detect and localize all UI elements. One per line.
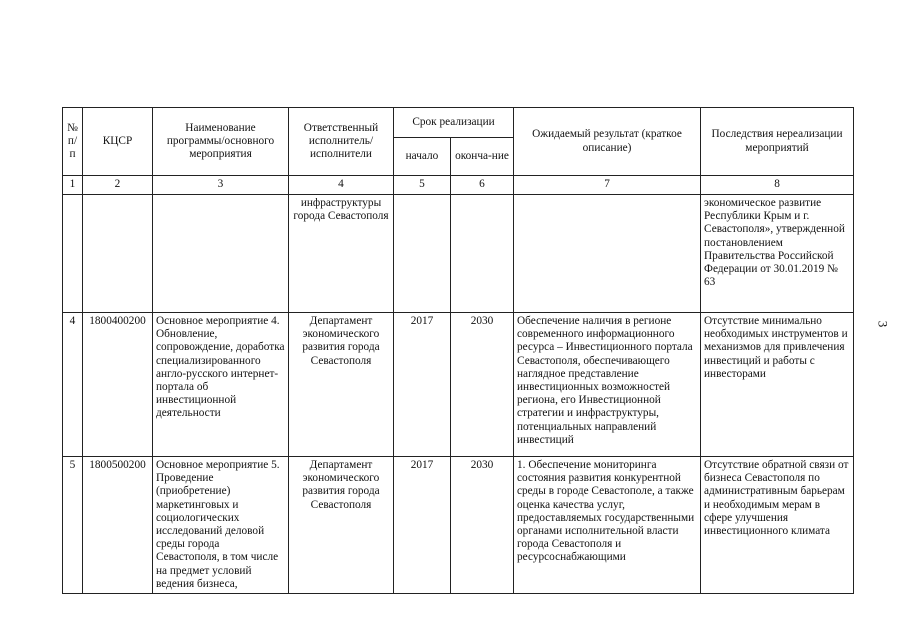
program-table — [62, 107, 854, 594]
col-number: 6 — [451, 176, 514, 195]
cell-consequences: экономическое развитие Республики Крым и г. Севастополя», утвержденной постановлением Правительства Российской Федерации от 30.01.2019 № 63 — [701, 195, 854, 313]
header-period: Срок реализации — [394, 108, 514, 138]
cell-name: Основное мероприятие 5. Проведение (приобретение) маркетинговых и социологических исследований деловой среды города Севастополя, в том числе на предмет условий ведения бизнеса, — [153, 457, 289, 594]
cell-kcsr — [83, 195, 153, 313]
header-kcsr: КЦСР — [83, 108, 153, 176]
page-number: 3 — [874, 320, 890, 328]
header-name: Наименование программы/основного мероприятия — [153, 108, 289, 176]
cell-result — [514, 195, 701, 313]
header-end: оконча-ние — [451, 138, 514, 176]
table-row — [63, 195, 854, 313]
cell-end — [451, 195, 514, 313]
cell-end: 2030 — [451, 457, 514, 594]
cell-result: 1. Обеспечение мониторинга состояния развития конкурентной среды в городе Севастополе, а также оценка качества услуг, предоставляемых государственными органами исполнительной власти города Севастополя и ресурсоснабжающими — [514, 457, 701, 594]
col-number: 7 — [514, 176, 701, 195]
col-number: 8 — [701, 176, 854, 195]
cell-name: Основное мероприятие 4. Обновление, сопровождение, доработка специализированного англо-русского интернет-портала об инвестиционной деятельности — [153, 313, 289, 457]
cell-executor: Департамент экономического развития города Севастополя — [289, 313, 394, 457]
column-numbers-row — [63, 176, 854, 195]
col-number: 3 — [153, 176, 289, 195]
col-number: 1 — [63, 176, 83, 195]
col-number: 5 — [394, 176, 451, 195]
header-row — [63, 108, 854, 138]
header-start: начало — [394, 138, 451, 176]
cell-num — [63, 195, 83, 313]
cell-kcsr: 1800500200 — [83, 457, 153, 594]
cell-kcsr: 1800400200 — [83, 313, 153, 457]
col-number: 2 — [83, 176, 153, 195]
cell-start: 2017 — [394, 313, 451, 457]
cell-executor: инфраструктуры города Севастополя — [289, 195, 394, 313]
cell-executor: Департамент экономического развития города Севастополя — [289, 457, 394, 594]
cell-result: Обеспечение наличия в регионе современного информационного ресурса – Инвестиционного портала Севастополя, обеспечивающего наглядное представление инвестиционных возможностей региона, его Инвестиционной стратегии и инфраструктуры, потенциальных направлений инвестиций — [514, 313, 701, 457]
header-result: Ожидаемый результат (краткое описание) — [514, 108, 701, 176]
col-number: 4 — [289, 176, 394, 195]
table-row — [63, 313, 854, 457]
cell-end: 2030 — [451, 313, 514, 457]
header-consequences: Последствия нереализации мероприятий — [701, 108, 854, 176]
cell-consequences: Отсутствие обратной связи от бизнеса Севастополя по административным барьерам и необходимым мерам в сфере улучшения инвестиционного климата — [701, 457, 854, 594]
cell-num: 5 — [63, 457, 83, 594]
cell-start — [394, 195, 451, 313]
cell-num: 4 — [63, 313, 83, 457]
cell-start: 2017 — [394, 457, 451, 594]
cell-consequences: Отсутствие минимально необходимых инструментов и механизмов для привлечения инвестиций и работы с инвесторами — [701, 313, 854, 457]
header-executor: Ответственный исполнитель/ исполнители — [289, 108, 394, 176]
cell-name — [153, 195, 289, 313]
header-num: № п/п — [63, 108, 83, 176]
table-row — [63, 457, 854, 594]
